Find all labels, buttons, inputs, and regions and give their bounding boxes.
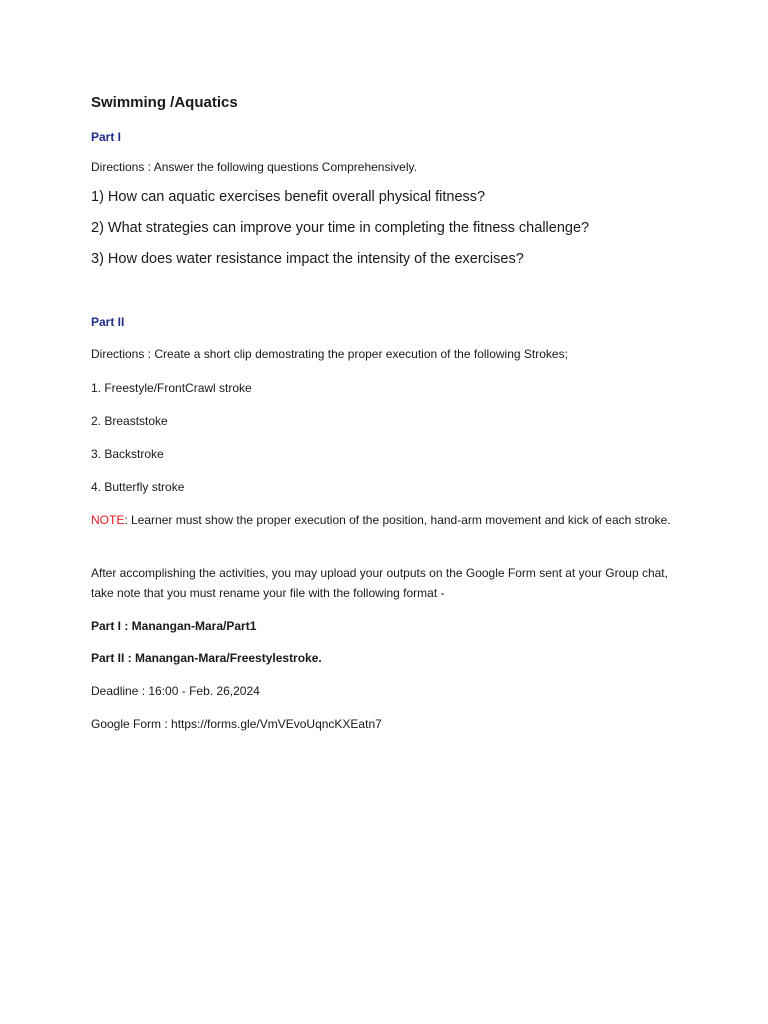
stroke-item-1: 1. Freestyle/FrontCrawl stroke — [91, 381, 252, 395]
stroke-item-3: 3. Backstroke — [91, 447, 164, 461]
format-part1: Part I : Manangan-Mara/Part1 — [91, 619, 257, 633]
submission-instructions: After accomplishing the activities, you may upload your outputs on the Google Form sent at your Group chat, take note that you must rename your file with the following format - — [91, 566, 668, 600]
part1-directions: Directions : Answer the following questions Comprehensively. — [91, 160, 417, 174]
question-3: 3) How does water resistance impact the intensity of the exercises? — [91, 251, 524, 267]
note-text: : Learner must show the proper execution of the position, hand-arm movement and kick of each stroke. — [124, 513, 671, 527]
question-1: 1) How can aquatic exercises benefit overall physical fitness? — [91, 189, 486, 205]
note-paragraph — [91, 510, 681, 530]
part2-heading: Part II — [91, 315, 125, 329]
note-label: NOTE — [91, 513, 125, 527]
question-2: 2) What strategies can improve your time in completing the fitness challenge? — [91, 220, 590, 236]
stroke-item-2: 2. Breaststoke — [91, 414, 168, 428]
google-form-link[interactable]: Google Form : https://forms.gle/VmVEvoUqncKXEatn7 — [91, 717, 382, 731]
part2-directions: Directions : Create a short clip demostrating the proper execution of the following Strokes; — [91, 347, 568, 361]
part1-heading: Part I — [91, 130, 122, 144]
document-title: Swimming /Aquatics — [91, 94, 238, 111]
stroke-item-4: 4. Butterfly stroke — [91, 480, 185, 494]
deadline-text: Deadline : 16:00 - Feb. 26,2024 — [91, 684, 260, 698]
format-part2: Part II : Manangan-Mara/Freestylestroke. — [91, 651, 322, 665]
